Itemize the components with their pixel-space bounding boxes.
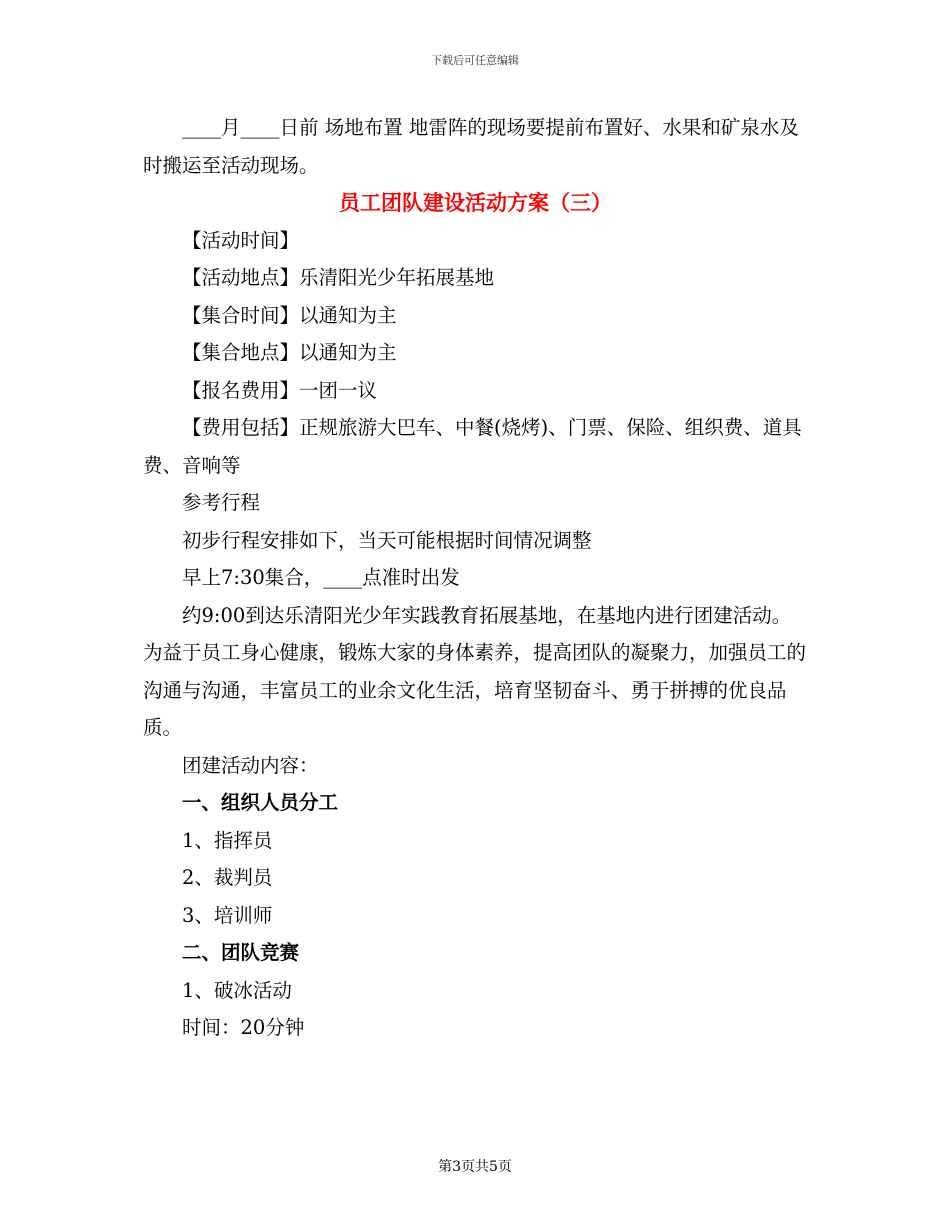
page-header: 下载后可任意编辑	[431, 54, 519, 67]
section-1-item-1: 1、指挥员	[182, 828, 273, 852]
itinerary-morning: 早上7:30集合，____点准时出发	[182, 566, 460, 589]
itinerary-arrival: 约9:00到达乐清阳光少年实践教育拓展基地，在基地内进行团建活动。为益于员工身心健康，锻炼大家的身体素养，提高团队的凝聚力，加强员工的沟通与沟通，丰富员工的业余文化生活，培育坚韧奋斗、勇于拼搏的优良品质。	[143, 603, 807, 739]
document-title: 员工团队建设活动方案（三）	[339, 190, 612, 215]
info-fee-includes: 【费用包括】正规旅游大巴车、中餐(烧烤)、门票、保险、组织费、道具费、音响等	[143, 416, 802, 477]
itinerary-label: 参考行程	[182, 491, 261, 514]
info-gather-time: 【集合时间】以通知为主	[182, 303, 397, 327]
section-1-title: 一、组织人员分工	[182, 791, 339, 814]
info-activity-location: 【活动地点】乐清阳光少年拓展基地	[182, 266, 495, 289]
info-activity-time: 【活动时间】	[182, 228, 300, 252]
section-2-title: 二、团队竞赛	[182, 941, 300, 964]
itinerary-note: 初步行程安排如下，当天可能根据时间情况调整	[182, 528, 592, 552]
content-label: 团建活动内容：	[182, 753, 319, 777]
info-registration-fee: 【报名费用】一团一议	[182, 378, 378, 402]
section-1-item-2: 2、裁判员	[182, 866, 273, 889]
section-2-item-2: 时间：20分钟	[182, 1016, 305, 1039]
section-1-item-3: 3、培训师	[182, 903, 273, 927]
info-gather-location: 【集合地点】以通知为主	[182, 341, 397, 364]
section-2-item-1: 1、破冰活动	[182, 978, 292, 1002]
page-footer: 第3页共5页	[438, 1159, 512, 1175]
document-body	[143, 109, 808, 1047]
intro-paragraph: ____月____日前 场地布置 地雷阵的现场要提前布置好、水果和矿泉水及时搬运至活动现场。	[143, 116, 799, 177]
